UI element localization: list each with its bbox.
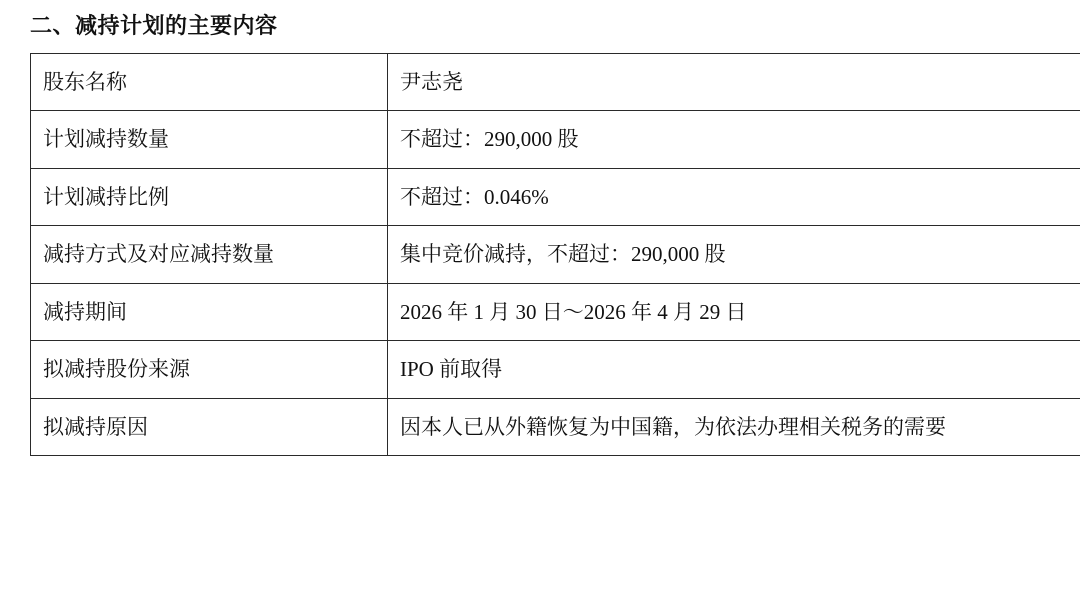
row-value: 不超过：290,000 股 <box>388 111 1080 169</box>
row-label: 拟减持股份来源 <box>31 341 388 399</box>
table-row <box>31 53 1080 111</box>
table-body <box>31 53 1080 456</box>
row-label: 拟减持原因 <box>31 398 388 456</box>
row-label: 减持期间 <box>31 283 388 341</box>
table-row <box>31 168 1080 226</box>
table-row <box>31 398 1080 456</box>
row-label: 股东名称 <box>31 53 388 111</box>
row-value: 集中竞价减持，不超过：290,000 股 <box>388 226 1080 284</box>
table-row <box>31 226 1080 284</box>
reduction-plan-table <box>30 53 1080 457</box>
table-row <box>31 283 1080 341</box>
table-row <box>31 111 1080 169</box>
row-value: 因本人已从外籍恢复为中国籍，为依法办理相关税务的需要 <box>388 398 1080 456</box>
row-value: 尹志尧 <box>388 53 1080 111</box>
row-label: 计划减持比例 <box>31 168 388 226</box>
row-value: 不超过：0.046% <box>388 168 1080 226</box>
page-title: 二、减持计划的主要内容 <box>30 13 278 38</box>
row-value: IPO 前取得 <box>388 341 1080 399</box>
row-label: 减持方式及对应减持数量 <box>31 226 388 284</box>
row-value: 2026 年 1 月 30 日～2026 年 4 月 29 日 <box>388 283 1080 341</box>
row-label: 计划减持数量 <box>31 111 388 169</box>
table-row <box>31 341 1080 399</box>
